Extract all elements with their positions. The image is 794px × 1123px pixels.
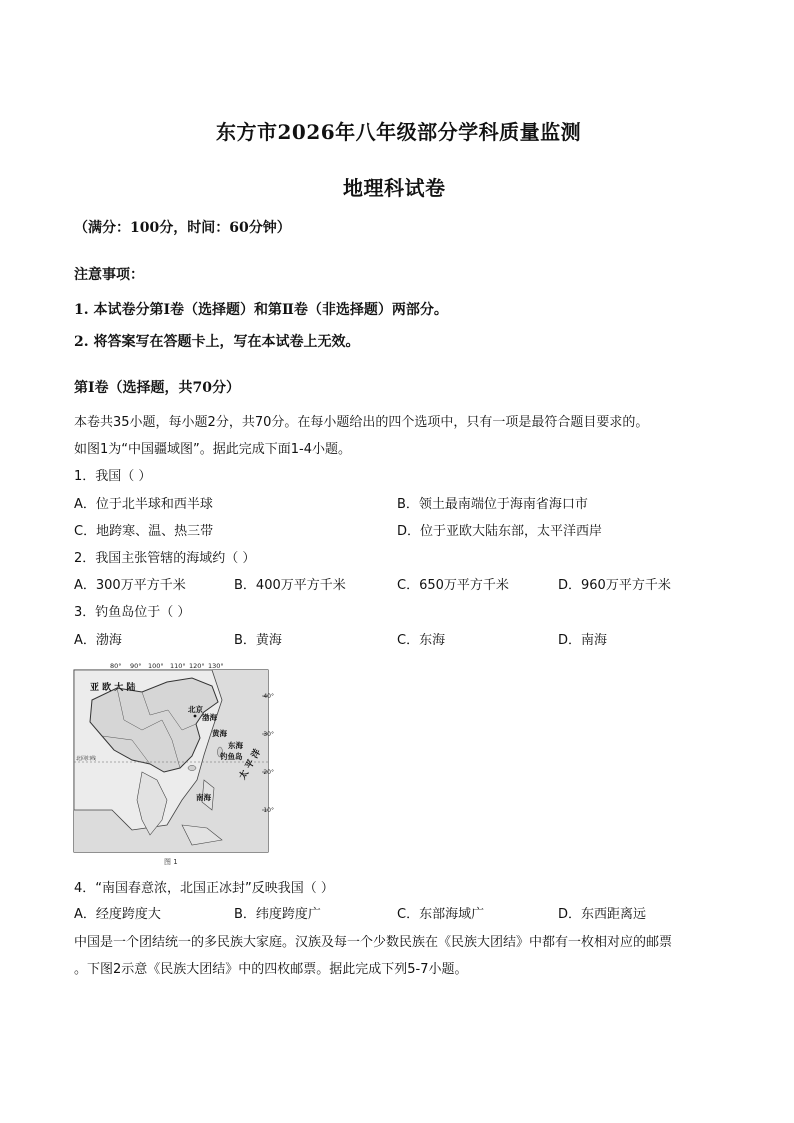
context-2-line-2: 。下图2示意《民族大团结》中的四枚邮票。据此完成下列5-7小题。 xyxy=(74,962,468,977)
question-3-option-b: B．黄海 xyxy=(234,633,282,648)
bohai-label: 渤海 xyxy=(202,713,217,722)
question-1-option-c: C．地跨寒、温、热三带 xyxy=(74,524,214,539)
beijing-label: 北京 xyxy=(188,705,203,714)
lat-label-40: 40° xyxy=(263,693,274,700)
lat-label-30: 30° xyxy=(263,731,274,738)
lat-label-10: 10° xyxy=(263,807,274,814)
question-1-stem: 1．我国（ ） xyxy=(74,469,152,484)
lon-label-80: 80° xyxy=(110,662,122,670)
question-3-option-a: A．渤海 xyxy=(74,633,122,648)
lon-label-120: 120° xyxy=(189,662,205,670)
exam-info: （满分：100分，时间：60分钟） xyxy=(74,220,291,236)
question-3-stem: 3．钓鱼岛位于（ ） xyxy=(74,605,191,620)
lon-label-100: 100° xyxy=(148,662,164,670)
question-2-stem: 2．我国主张管辖的海域约（ ） xyxy=(74,551,256,566)
question-2-option-c: C．650万平方千米 xyxy=(397,578,509,593)
question-3-option-d: D．南海 xyxy=(558,633,608,648)
question-2-option-d: D．960万平方千米 xyxy=(558,578,671,593)
notes-heading: 注意事项： xyxy=(74,267,144,283)
huanghai-label: 黄海 xyxy=(212,729,227,738)
exam-title: 东方市2026年八年级部分学科质量监测 xyxy=(216,120,582,144)
diaoyudao-label: 钓鱼岛 xyxy=(220,752,243,761)
question-4-option-c: C．东部海域广 xyxy=(397,907,485,922)
section-intro: 本卷共35小题，每小题2分，共70分。在每小题给出的四个选项中，只有一项是最符合题目要求的。 xyxy=(74,415,649,430)
question-2-option-b: B．400万平方千米 xyxy=(234,578,346,593)
question-2-option-a: A．300万平方千米 xyxy=(74,578,186,593)
nanhai-label: 南海 xyxy=(196,793,211,802)
donghai-label: 东海 xyxy=(228,741,243,750)
lon-label-90: 90° xyxy=(130,662,142,670)
hainan-island xyxy=(188,766,196,771)
exam-subtitle: 地理科试卷 xyxy=(343,176,446,200)
tropic-label: 北回归线 xyxy=(76,756,97,762)
question-4-option-a: A．经度跨度大 xyxy=(74,907,161,922)
figure-caption: 图 1 xyxy=(164,858,178,866)
china-territory-map xyxy=(72,660,272,856)
lon-label-130: 130° xyxy=(208,662,224,670)
question-4-option-b: B．纬度跨度广 xyxy=(234,907,321,922)
continent-label: 亚 欧 大 陆 xyxy=(90,683,136,693)
section-heading: 第Ⅰ卷（选择题，共70分） xyxy=(74,380,241,396)
notes-item-1: 1. 本试卷分第Ⅰ卷（选择题）和第Ⅱ卷（非选择题）两部分。 xyxy=(74,302,448,318)
pacific-label: 太 平 洋 xyxy=(237,747,264,782)
context-2-line-1: 中国是一个团结统一的多民族大家庭。汉族及每一个少数民族在《民族大团结》中都有一枚相对应的邮票 xyxy=(74,935,673,950)
lon-label-110: 110° xyxy=(170,662,186,670)
beijing-marker xyxy=(194,715,197,718)
question-4-option-d: D．东西距离远 xyxy=(558,907,647,922)
notes-item-2: 2. 将答案写在答题卡上，写在本试卷上无效。 xyxy=(74,334,360,350)
question-3-option-c: C．东海 xyxy=(397,633,446,648)
context-text: 如图1为“中国疆域图”。据此完成下面1-4小题。 xyxy=(74,442,351,457)
lat-label-20: 20° xyxy=(263,769,274,776)
question-1-option-b: B．领土最南端位于海南省海口市 xyxy=(397,497,588,512)
question-1-option-a: A．位于北半球和西半球 xyxy=(74,497,213,512)
question-1-option-d: D．位于亚欧大陆东部，太平洋西岸 xyxy=(397,524,603,539)
question-4-stem: 4．“南国春意浓，北国正冰封”反映我国（ ） xyxy=(74,881,334,896)
